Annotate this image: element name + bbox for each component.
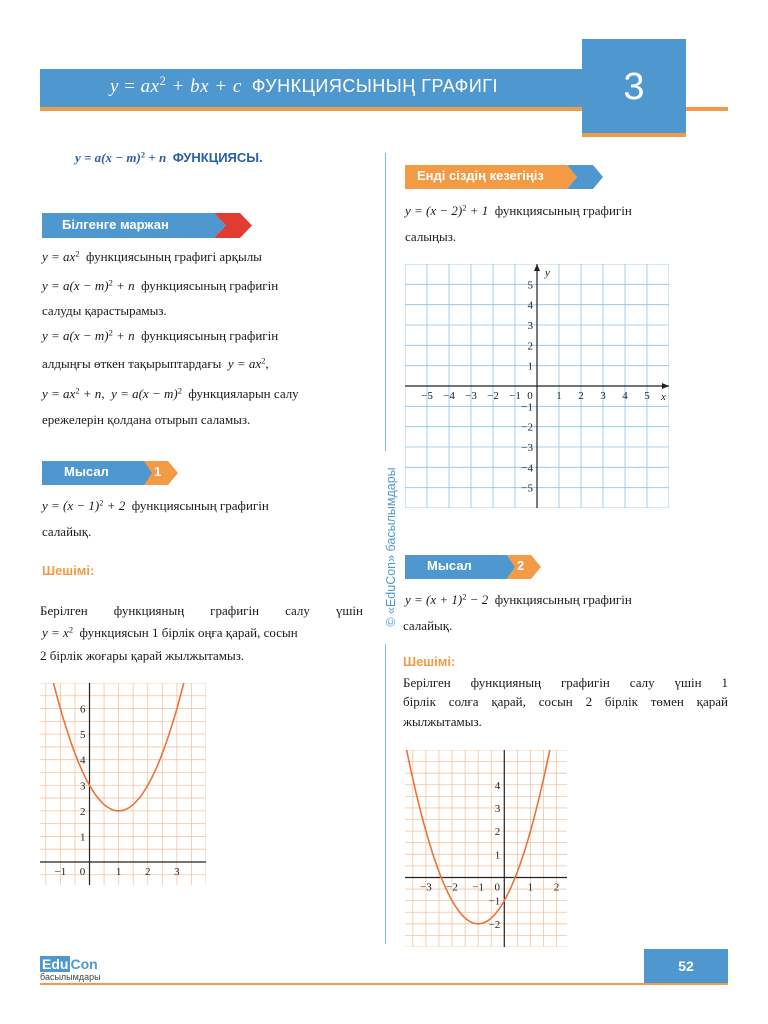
y-tick-label: 1 — [80, 831, 86, 844]
x-tick-label: 0 — [527, 390, 533, 402]
title-text: ФУНКЦИЯСЫНЫҢ ГРАФИГІ — [251, 76, 499, 96]
x-tick-label: −2 — [446, 881, 458, 894]
x-tick-label: −2 — [487, 390, 499, 402]
column-divider-bottom — [385, 644, 386, 944]
your-turn-statement-2: салыңыз. — [405, 229, 457, 244]
x-tick-label: −3 — [465, 390, 477, 402]
example1-solution-line-3: 2 бірлік жоғары қарай жылжытамыз. — [40, 648, 245, 663]
x-tick-label: 5 — [644, 390, 650, 402]
column-divider-top — [385, 153, 386, 451]
y-tick-label: −2 — [488, 918, 501, 931]
example1-number: 1 — [154, 464, 162, 479]
example2-label — [405, 555, 541, 579]
example2-statement-2: салайық. — [403, 618, 453, 633]
watermark: © «EduCon» басылымдары — [384, 467, 398, 627]
example1-solution-line-2: $y = x^2$ функциясын 1 бірлік оңға қарай, сосын — [42, 624, 298, 640]
x-tick-label: 2 — [145, 865, 151, 878]
y-tick-label: −2 — [521, 421, 533, 434]
x-tick-label: 4 — [622, 390, 628, 402]
example1-label — [42, 461, 178, 485]
title-formula: $y = ax^2$ + bx + c — [110, 74, 242, 97]
y-tick-label: 3 — [527, 320, 533, 332]
x-tick-label: 1 — [115, 865, 122, 878]
y-tick-label: −4 — [521, 462, 533, 475]
x-tick-label: −1 — [472, 881, 485, 894]
example2-graph — [405, 750, 567, 947]
example1-statement: $y = (x - 1)^2 + 2$ функциясының графигін — [42, 497, 269, 513]
x-tick-label: 1 — [556, 390, 562, 402]
y-tick-label: −3 — [521, 442, 533, 454]
page-title — [110, 76, 498, 98]
y-tick-label: −1 — [488, 895, 501, 908]
y-tick-label: 4 — [80, 754, 86, 767]
example2-statement: $y = (x + 1)^2 - 2$ функциясының графигін — [405, 591, 632, 607]
example2-label-text: Мысал — [427, 558, 472, 573]
footer-line — [40, 983, 728, 985]
y-tick-label: 1 — [494, 849, 501, 862]
example1-label-text: Мысал — [64, 464, 109, 479]
y-axis-arrow — [534, 264, 540, 271]
y-tick-label: 2 — [80, 805, 86, 818]
example2-solution-line-3: жылжытамыз. — [403, 714, 482, 729]
section-subtitle: $y = a(x - m)^2 + n$ ФУНКЦИЯСЫ. — [75, 149, 263, 165]
known-label-text: Білгенге маржан — [62, 217, 169, 232]
y-tick-label: 6 — [80, 703, 86, 716]
example1-solution-line-1: Берілген функцияның графигін салу үшін — [40, 603, 363, 618]
x-tick-label: 1 — [527, 881, 534, 894]
practice-grid — [405, 264, 669, 508]
x-tick-label: −5 — [421, 390, 433, 402]
x-axis-label: x — [661, 391, 666, 403]
y-tick-label: 4 — [494, 779, 501, 792]
x-tick-label: 0 — [494, 881, 501, 894]
known-line-2: $y = a(x - m)^2 + n$ функциясының графигін — [42, 277, 279, 293]
x-tick-label: 3 — [174, 865, 180, 878]
logo-con: Con — [70, 956, 98, 972]
logo-edu: Edu — [42, 956, 69, 972]
example2-number: 2 — [517, 558, 525, 573]
y-tick-label: 1 — [527, 360, 533, 373]
x-tick-label: −4 — [443, 390, 455, 402]
known-line-5: алдыңғы өткен тақырыптардағы $y = ax^2$, — [42, 355, 269, 371]
known-line-3: салуды қарастырамыз. — [42, 303, 167, 318]
chapter-number: 3 — [582, 39, 686, 135]
x-tick-label: 2 — [553, 881, 560, 894]
your-turn-statement: $y = (x - 2)^2 + 1$ функциясының графигін — [405, 202, 632, 218]
example2-solution-line-1: Берілген функцияның графигін салу үшін 1 — [403, 675, 728, 690]
example1-statement-2: салайық. — [42, 524, 92, 539]
known-line-7: ережелерін қолдана отырып саламыз. — [42, 412, 251, 427]
example2-solution-line-2: бірлік солға қарай, сосын 2 бірлік төмен қарай — [403, 694, 728, 709]
y-tick-label: 5 — [80, 729, 86, 742]
y-tick-label: −5 — [521, 482, 533, 495]
logo-subtitle: басылымдары — [40, 972, 101, 982]
known-line-1: $y = ax^2$ функциясының графигі арқылы — [42, 248, 262, 264]
publisher-logo — [40, 956, 101, 982]
y-tick-label: 3 — [80, 780, 86, 793]
known-label — [42, 213, 252, 238]
y-tick-label: 2 — [494, 826, 501, 839]
x-tick-label: −1 — [54, 865, 67, 878]
example1-graph — [40, 683, 206, 885]
page-number: 52 — [644, 949, 728, 983]
y-tick-label: 3 — [494, 802, 501, 815]
example2-solution-label: Шешімі: — [403, 654, 456, 669]
y-tick-label: 2 — [527, 340, 533, 353]
known-line-4: $y = a(x - m)^2 + n$ функциясының графигін — [42, 327, 279, 343]
x-tick-label: −3 — [420, 881, 432, 894]
example1-solution-label: Шешімі: — [42, 563, 95, 578]
chapter-underline — [582, 133, 686, 137]
x-axis-arrow — [662, 383, 669, 389]
x-tick-label: 3 — [600, 390, 606, 402]
your-turn-label — [405, 165, 603, 189]
y-tick-label: 5 — [527, 279, 533, 292]
x-tick-label: 0 — [79, 865, 86, 878]
known-line-6: $y = ax^2 + n$, $y = a(x - m)^2$ функцияларын салу — [42, 385, 299, 401]
y-axis-label: y — [545, 267, 550, 279]
your-turn-label-text: Енді сіздің кезегіңіз — [417, 168, 544, 183]
parabola-curve — [405, 750, 558, 924]
x-tick-label: 2 — [578, 390, 584, 402]
x-tick-label: −1 — [509, 390, 521, 402]
y-tick-label: 4 — [527, 299, 533, 312]
y-tick-label: −1 — [521, 401, 533, 414]
